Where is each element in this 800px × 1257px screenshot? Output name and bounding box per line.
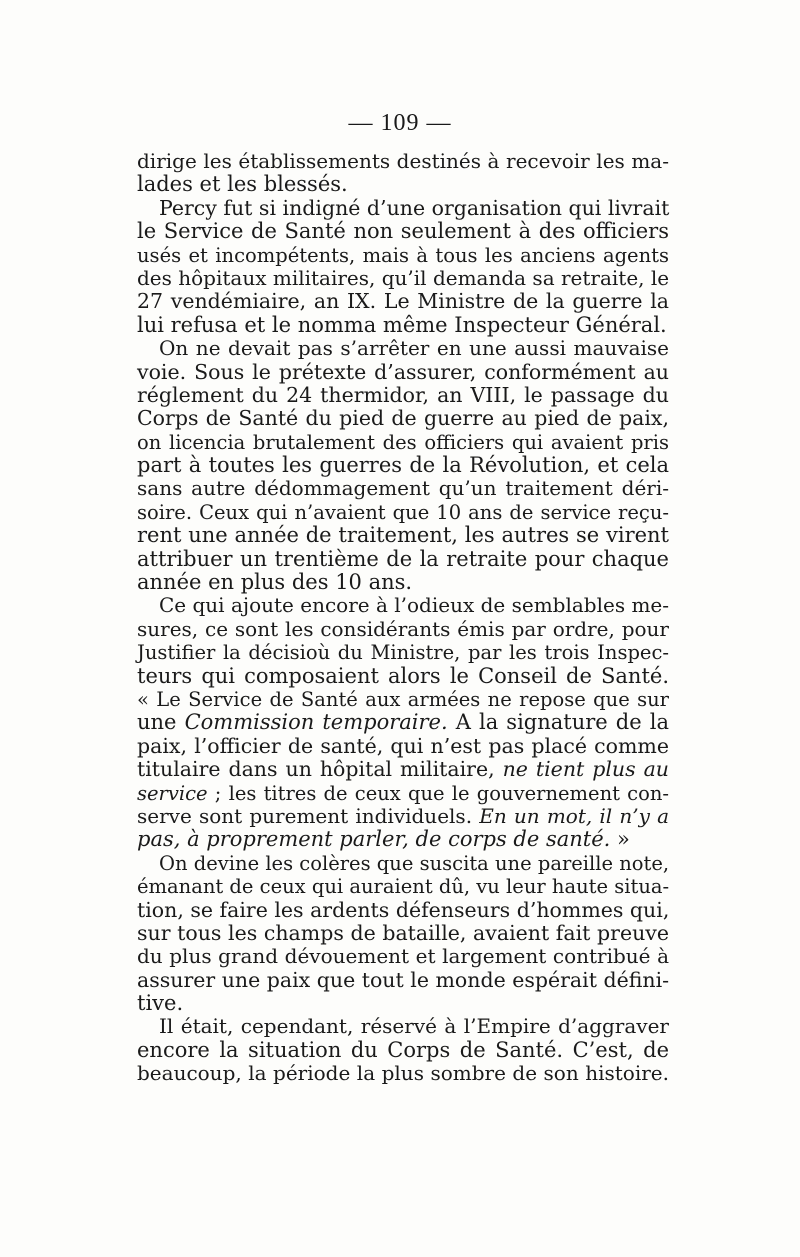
body-text [137, 150, 669, 1086]
text-line: des hôpitaux militaires, qu’il demanda sa retraite, le [137, 265, 670, 290]
text-line [137, 782, 669, 805]
text-line: assurer une paix que tout le monde espérait défini- [137, 967, 670, 992]
text-line [137, 758, 669, 781]
text-line: On ne devait pas s’arrêter en une aussi mauvaise [159, 336, 669, 361]
text-line: Il était, cependant, réservé à l’Empire d’aggraver [159, 1014, 669, 1039]
text-line: usés et incompétents, mais à tous les anciens agents [137, 243, 669, 267]
text-line: On devine les colères que suscita une pareille note, [159, 851, 670, 875]
text-line: le Service de Santé non seulement à des officiers [137, 219, 669, 244]
text-line: Justifier la décisioù du Ministre, par les trois Inspec- [137, 641, 669, 665]
text-line [137, 711, 669, 734]
italic-text-segment: service [137, 781, 208, 805]
text-line: 27 vendémiaire, an IX. Le Ministre de la guerre la [137, 289, 669, 314]
text-line: Percy fut si indigné d’une organisation qui livrait [159, 195, 670, 220]
text-line [137, 828, 669, 851]
text-line: Ce qui ajoute encore à l’odieux de semblables me- [159, 593, 669, 618]
text-line: tion, se faire les ardents défenseurs d’hommes qui, [137, 897, 670, 922]
text-line: du plus grand dévouement et largement contribué à [137, 944, 669, 969]
text-line: teurs qui composaient alors le Conseil de Santé. [137, 663, 669, 688]
text-line: Corps de Santé du pied de guerre au pied de paix, [137, 406, 669, 431]
text-line: voie. Sous le prétexte d’assurer, conformément au [137, 359, 669, 384]
text-line [137, 805, 669, 828]
italic-text-segment: ne tient plus au [502, 757, 670, 782]
text-segment: » [610, 827, 630, 852]
text-line: lades et les blessés. [137, 172, 348, 197]
italic-text-segment: Commission temporaire. [184, 710, 448, 735]
text-line: dirige les établissements destinés à recevoir les ma- [137, 149, 669, 173]
text-line: tive. [137, 991, 184, 1016]
text-line: lui refusa et le nomma même Inspecteur Général. [137, 312, 667, 337]
text-segment: titulaire dans un hôpital militaire, [137, 757, 503, 782]
text-line: sur tous les champs de bataille, avaient fait preuve [137, 920, 669, 945]
text-line: attribuer un trentième de la retraite pour chaque [137, 546, 669, 571]
text-line: émanant de ceux qui auraient dû, vu leur haute situa- [137, 875, 670, 899]
text-line: encore la situation du Corps de Santé. C’est, de [137, 1037, 669, 1062]
text-line: on licencia brutalement des officiers qui avaient pris [137, 430, 669, 454]
text-segment: A la signature de la [447, 710, 670, 735]
text-line: rent une année de traitement, les autres se virent [137, 523, 669, 548]
text-line: sans autre dédommagement qu’un traitement déri- [137, 476, 669, 501]
text-segment: une [137, 710, 185, 735]
text-segment: ; les titres de ceux que le gouvernement con- [207, 781, 669, 805]
text-line: réglement du 24 thermidor, an VIII, le passage du [137, 382, 669, 407]
text-line: soire. Ceux qui n’avaient que 10 ans de service reçu- [137, 500, 669, 524]
page-number: — 109 — [348, 110, 452, 136]
text-line: part à toutes les guerres de la Révolution, et cela [137, 453, 669, 478]
text-line: année en plus des 10 ans. [137, 570, 413, 595]
text-line: « Le Service de Santé aux armées ne repose que sur [137, 687, 669, 711]
text-line: paix, l’officier de santé, qui n’est pas placé comme [137, 733, 669, 758]
text-line: beaucoup, la période la plus sombre de son histoire. [137, 1061, 669, 1086]
text-segment: serve sont purement individuels. [137, 803, 480, 828]
text-line: sures, ce sont les considérants émis par ordre, pour [137, 616, 669, 641]
italic-text-segment: pas, à proprement parler, de corps de santé. [137, 827, 611, 852]
italic-text-segment: En un mot, il n’y a [479, 803, 669, 828]
